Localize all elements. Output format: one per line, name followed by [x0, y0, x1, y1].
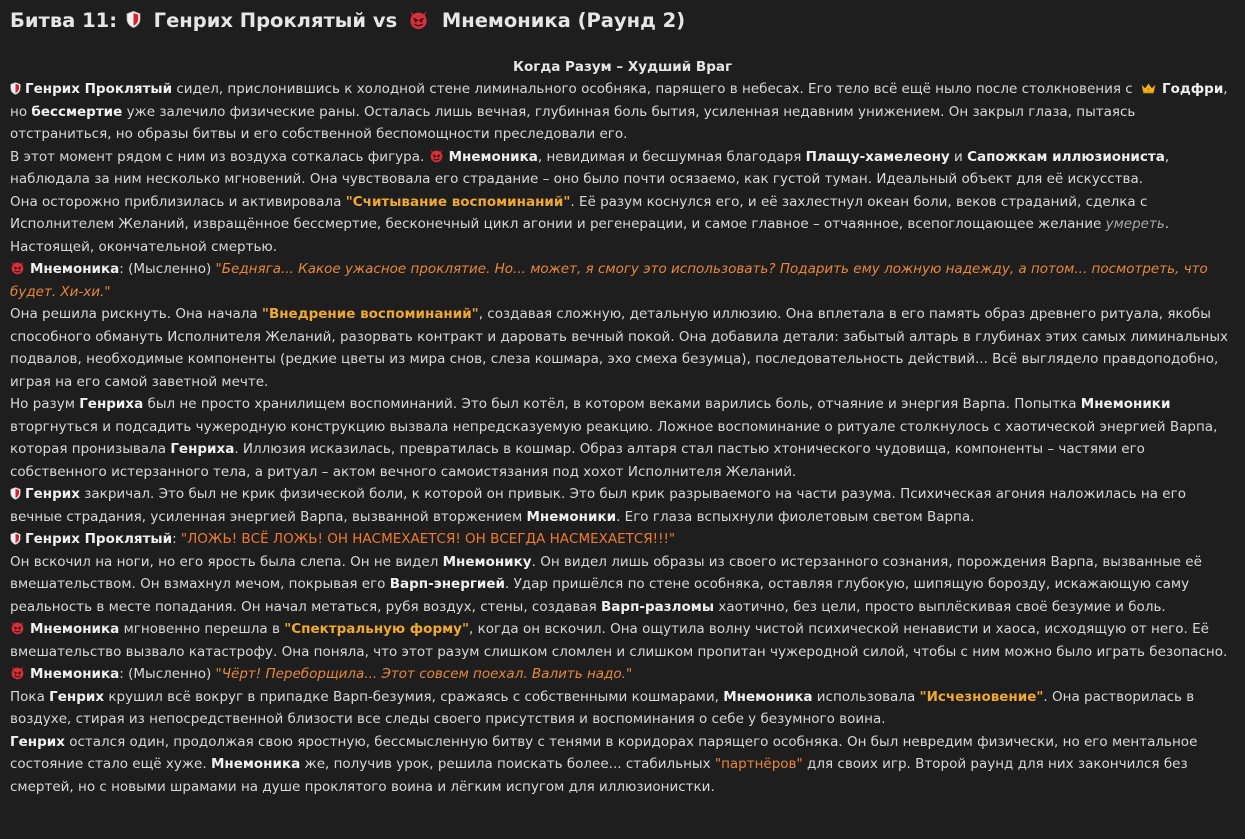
story-paragraph	[10, 551, 1235, 619]
character-name: бессмертие	[31, 103, 123, 120]
ability-name: "Считывание воспоминаний"	[345, 193, 571, 210]
shield-icon	[126, 10, 141, 29]
character-name: Мнемоника	[30, 666, 120, 682]
page-title	[10, 8, 1235, 34]
narration-text: был не просто хранилищем воспоминаний. Это был котёл, в котором веками варились боль, отчаяние и энергия Варпа. Попытка	[143, 396, 1081, 412]
story-paragraph	[10, 686, 1235, 731]
story-paragraph	[10, 731, 1235, 799]
narration-text: : (Мысленно)	[119, 261, 216, 277]
narration-text: хаотично, без цели, просто выплёскивая своё безумие и боль.	[714, 598, 1166, 615]
shout-quote: "ЛОЖЬ! ВСЁ ЛОЖЬ! ОН НАСМЕХАЕТСЯ! ОН ВСЕГДА НАСМЕХАЕТСЯ!!!"	[180, 531, 676, 547]
narration-text: , когда он вскочил. Она ощутила волну чистой психической ненависти и хаоса, исходящую от него. Её вмешательство вызвало катастрофу. Она поняла, что этот разум слишком сломлен и слишком пропитан чужеродной силой, чтобы с ним можно было играть безопасно.	[10, 621, 1228, 660]
narration-text: мгновенно перешла в	[119, 621, 285, 637]
character-name: Генриха	[170, 441, 235, 457]
narration-text: сидел, прислонившись к холодной стене лиминального особняка, парящего в небесах. Его тело всё ещё ныло после столкновения с	[172, 81, 1137, 97]
character-name: Мнемоники	[526, 508, 617, 525]
character-name: Мнемоника	[448, 148, 538, 165]
ability-name: "Внедрение воспоминаний"	[261, 306, 479, 322]
character-name: Генрих Проклятый	[25, 531, 173, 547]
character-name: Годфри	[1161, 81, 1224, 97]
story-paragraph	[10, 146, 1235, 191]
narration-text: . Удар пришёлся по стене особняка, оставляя глубокую, шипящую борозду, искажающую саму реальность в месте попадания. Он начал метаться, рубя воздух, стены, создавая	[10, 576, 1190, 615]
character-name: Генрих	[10, 733, 65, 750]
narration-text: использовала	[812, 688, 920, 705]
narration-text: же, получив урок, решила поискать более... стабильных	[300, 756, 715, 772]
story-subtitle: Когда Разум – Худший Враг	[512, 59, 733, 75]
narration-text: Он вскочил на ноги, но его ярость была слепа. Он не видел	[10, 553, 443, 570]
narration-text: для своих игр. Второй раунд для них закончился без смертей, но с новыми шрамами на душе проклятого воина и лёгким испугом для иллюзионистки.	[10, 756, 1188, 795]
narration-text: , создавая сложную, детальную иллюзию. Она вплетала в его память образ древнего ритуала, якобы способного обмануть Исполнителя Желаний, разорвать контракт и даровать вечный покой. Она добавила детали: забытый алтарь в глубинах этих самых лиминальных подвалов, необходимые компоненты (редкие цветы из мира снов, слеза кошмара, эхо смеха безумца), последовательность действий... Всё выглядело правдоподобно, играя на его самой заветной мечте.	[10, 306, 1229, 390]
narration-text: :	[172, 531, 181, 547]
story-paragraph	[10, 191, 1235, 259]
story-paragraph	[10, 258, 1235, 303]
story-body	[10, 78, 1235, 798]
narration-text: В этот момент рядом с ним из воздуха соткалась фигура.	[10, 148, 429, 165]
narration-text: . Настоящей, окончательной смертью.	[10, 216, 1170, 255]
narration-text: и	[949, 148, 968, 165]
shield-icon	[10, 532, 21, 545]
character-name: Плащу-хамелеону	[805, 148, 950, 165]
narration-text: остался один, продолжая свою яростную, бессмысленную битву с тенями в коридорах парящего особняка. Он был невредим физически, но его ментальное состояние стало ещё хуже.	[10, 733, 1198, 772]
narration-text: . Его глаза вспыхнули фиолетовым светом Варпа.	[616, 508, 975, 525]
ability-name: "Исчезновение"	[919, 688, 1044, 705]
narration-text: вторгнуться и подсадить чужеродную конструкцию вызвала непредсказуемую реакцию. Ложное воспоминание о ритуале столкнулось с хаотической энергией Варпа, которая пронизывала	[10, 418, 1218, 457]
narration-text: . Иллюзия исказилась, превратилась в кошмар. Образ алтаря стал пастью хтонического чудовища, компоненты – частями его собственного истерзанного тела, а ритуал – актом вечного самоистязания под хохот Исполнителя Желаний.	[10, 441, 1145, 480]
narration-text: закричал. Это был не крик физической боли, к которой он привык. Это был крик разрываемого на части разума. Психическая агония наложилась на его вечные страдания, усиленная энергией Варпа, вызванной вторжением	[10, 486, 1186, 525]
narration-text: , но	[10, 81, 1228, 120]
narration-text: Она осторожно приблизилась и активировала	[10, 193, 346, 210]
character-name: Мнемоника	[210, 756, 301, 772]
story-paragraph	[10, 528, 1235, 551]
narration-text: крушил всё вокруг в припадке Варп-безумия, сражаясь с собственными кошмарами,	[104, 688, 724, 705]
story-paragraph	[10, 618, 1235, 663]
round-label: (Раунд 2)	[577, 9, 686, 32]
demon-face-icon	[408, 9, 429, 30]
character-name: Мнемоники	[1080, 396, 1171, 412]
title-prefix: Битва 11:	[10, 9, 118, 32]
narration-text: , невидимая и бесшумная благодаря	[537, 148, 806, 165]
story-paragraph	[10, 483, 1235, 528]
thought-quote: "Чёрт! Переборщила... Этот совсем поехал. Валить надо."	[215, 666, 633, 682]
character-name: Генрих	[25, 486, 80, 502]
fighter2-name: Мнемоника	[441, 9, 571, 32]
story-paragraph	[10, 393, 1235, 483]
demon-face-icon	[10, 260, 25, 275]
character-name: Генрих Проклятый	[25, 81, 173, 97]
story-paragraph	[10, 78, 1235, 146]
narration-text: . Её разум коснулся его, и её захлестнул океан боли, веков страданий, сделка с Исполнителем Желаний, извращённое бессмертие, бесконечный цикл агонии и регенерации, и самое главное – отчаянное, всепоглощающее желание	[10, 193, 1148, 232]
character-name: Мнемонику	[442, 553, 532, 570]
character-name: Варп-разломы	[601, 598, 715, 615]
narration-text: . Он видел лишь образы из своего истерзанного сознания, порождения Варпа, вызванные её вмешательством. Он взмахнул мечом, покрывая его	[10, 553, 1202, 592]
story-paragraph	[10, 663, 1235, 686]
narration-text: , наблюдала за ним несколько мгновений. Она чувствовала его страдание – оно было почти осязаемо, как густой туман. Идеальный объект для её искусства.	[10, 148, 1170, 187]
character-name: Мнемоника	[30, 261, 120, 277]
narration-text: уже залечило физические раны. Осталась лишь вечная, глубинная боль бытия, усиленная недавним унижением. Он закрыл глаза, пытаясь отстраниться, но образы битвы и его собственной беспомощности преследовали его.	[10, 103, 1136, 142]
character-name: Генрих	[49, 688, 105, 705]
shield-icon	[10, 487, 21, 500]
emphasis-word: умереть	[1105, 216, 1165, 232]
narration-text: : (Мысленно)	[119, 666, 216, 682]
story-paragraph	[10, 303, 1235, 393]
crown-icon	[1141, 82, 1156, 94]
narration-text: . Она растворилась в воздухе, стирая из непосредственной близости все следы своего присутствия и воспоминания о себе у безумного воина.	[10, 688, 1195, 727]
vs-label: vs	[372, 9, 398, 32]
character-name: Сапожкам иллюзиониста	[967, 148, 1165, 165]
character-name: Варп-энергией	[389, 576, 505, 592]
character-name: Генриха	[79, 396, 144, 412]
narration-text: Но разум	[10, 396, 80, 412]
fighter1-name: Генрих Проклятый	[153, 9, 367, 32]
thought-quote: "Бедняга... Какое ужасное проклятие. Но... может, я смогу это использовать? Подарить ему ложную надежду, а потом... посмотреть, что будет. Хи-хи."	[10, 261, 1208, 300]
narration-text: Пока	[10, 688, 50, 705]
shield-icon	[10, 82, 21, 95]
narration-text: Она решила рискнуть. Она начала	[10, 306, 262, 322]
ability-name: "Спектральную форму"	[284, 621, 469, 637]
demon-face-icon	[10, 620, 25, 635]
demon-face-icon	[429, 148, 444, 163]
demon-face-icon	[10, 665, 25, 680]
character-name: Мнемоника	[30, 621, 120, 637]
character-name: Мнемоника	[723, 688, 813, 705]
quoted-word: "партнёров"	[714, 756, 803, 772]
